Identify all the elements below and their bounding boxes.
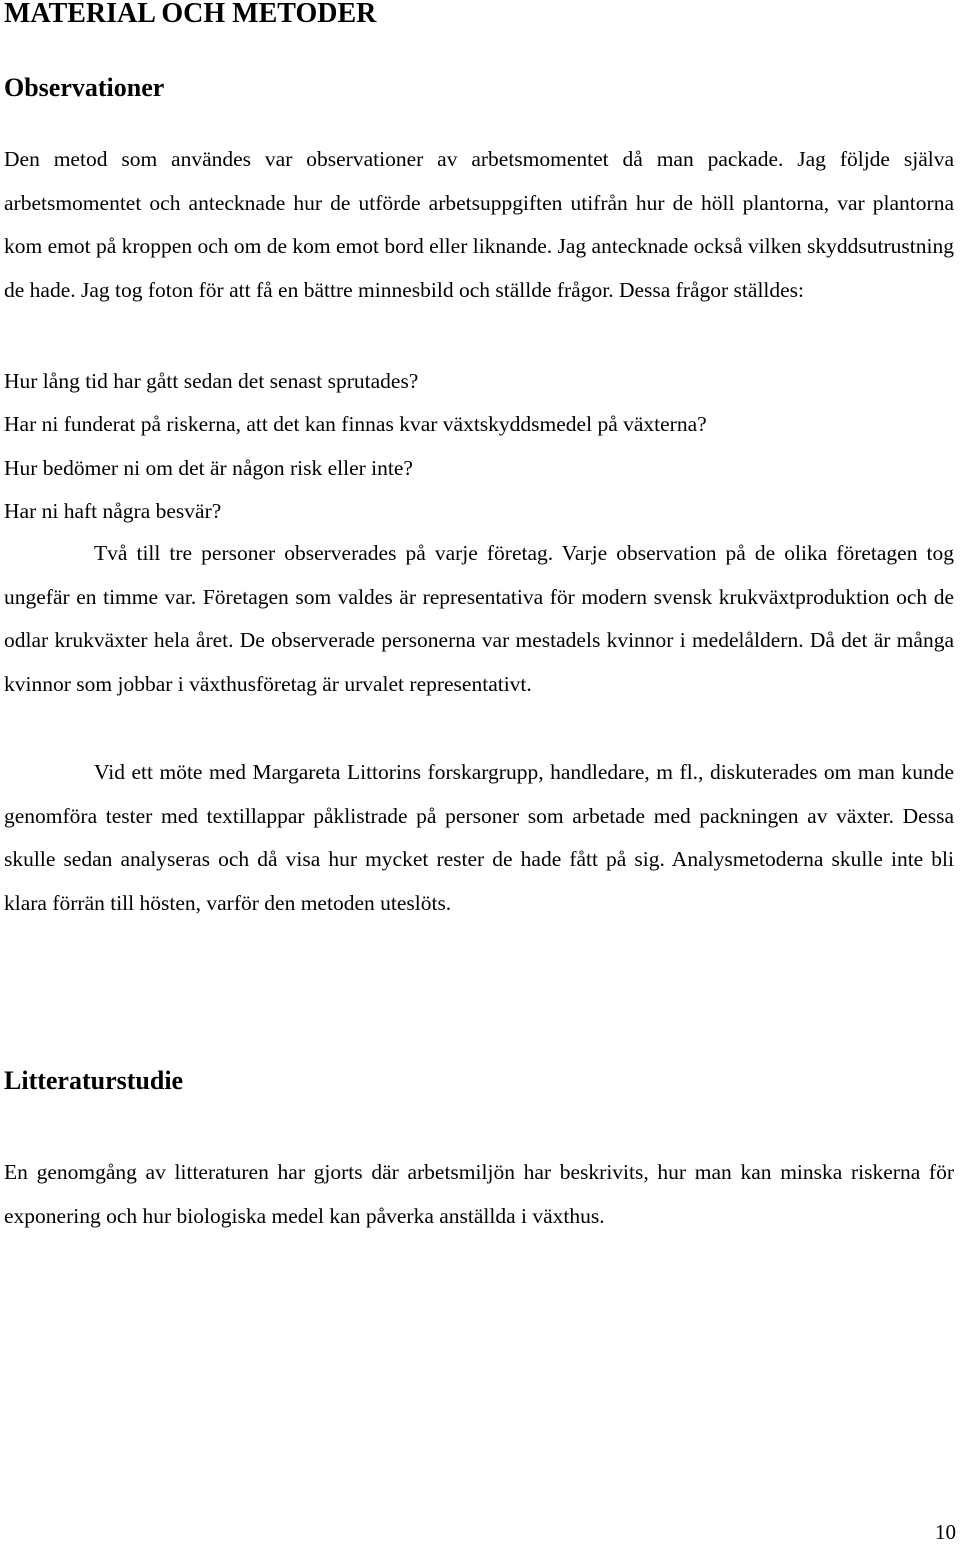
subsection-title-observations: Observationer — [4, 73, 165, 102]
question-item: Hur lång tid har gått sedan det senast sprutades? — [4, 369, 419, 393]
page-number: 10 — [935, 1520, 956, 1544]
question-item: Hur bedömer ni om det är någon risk eller inte? — [4, 456, 413, 480]
section-heading: MATERIAL OCH METODER — [4, 0, 377, 29]
observations-paragraph-3: Vid ett möte med Margareta Littorins forskargrupp, handledare, m fl., diskuterades om man kunde genomföra tester med textillappar påklistrade på personer som arbetade med packningen av växter. Dessa skulle sedan analyseras och då visa hur mycket rester de hade fått på sig. Analysmetoderna skulle inte bli klara förrän till hösten, varför den metoden uteslöts. — [4, 760, 954, 915]
observations-paragraph-2: Två till tre personer observerades på varje företag. Varje observation på de olika företagen tog ungefär en timme var. Företagen som valdes är representativa för modern svensk krukväxtproduktion och de odlar krukväxter hela året. De observerade personerna var mestadels kvinnor i medelåldern. Då det är många kvinnor som jobbar i växthusföretag är urvalet representativt. — [4, 541, 954, 696]
literature-paragraph: En genomgång av litteraturen har gjorts där arbetsmiljön har beskrivits, hur man kan minska riskerna för exponering och hur biologiska medel kan påverka anställda i växthus. — [4, 1160, 954, 1228]
question-item: Har ni funderat på riskerna, att det kan finnas kvar växtskyddsmedel på växterna? — [4, 412, 707, 436]
observations-paragraph-1: Den metod som användes var observationer av arbetsmomentet då man packade. Jag följde själva arbetsmomentet och antecknade hur de utförde arbetsuppgiften utifrån hur de höll plantorna, var plantorna kom emot på kroppen och om de kom emot bord eller liknande. Jag antecknade också vilken skyddsutrustning de hade. Jag tog foton för att få en bättre minnesbild och ställde frågor. Dessa frågor ställdes: — [4, 147, 954, 302]
subsection-title-literature: Litteraturstudie — [4, 1066, 184, 1095]
question-item: Har ni haft några besvär? — [4, 499, 222, 523]
